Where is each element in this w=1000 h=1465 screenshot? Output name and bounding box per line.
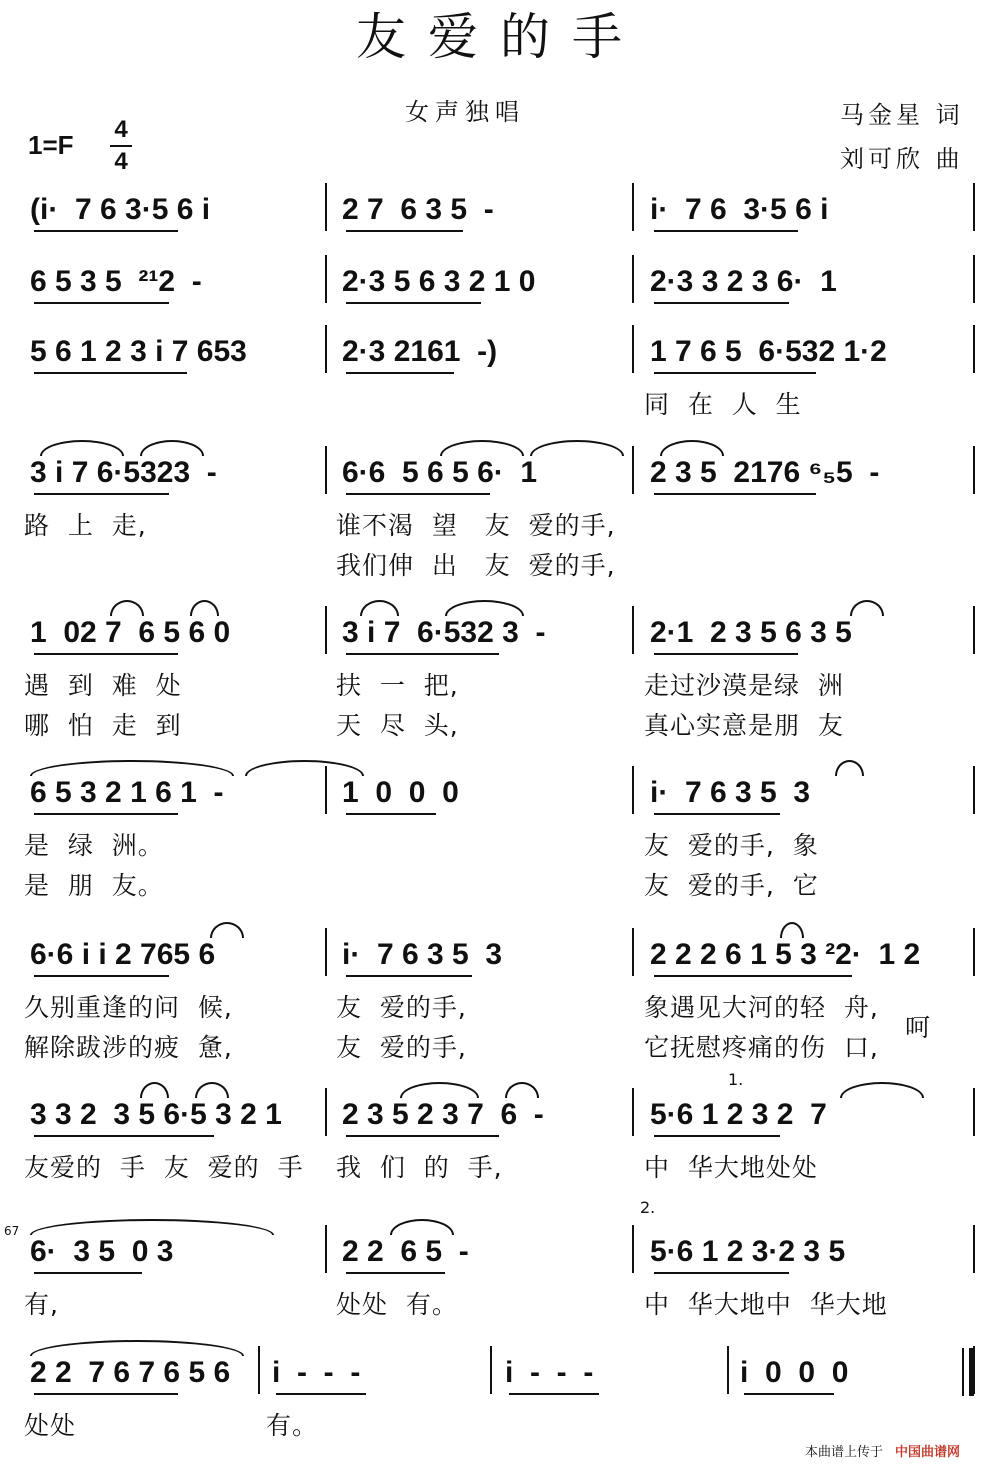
slur-arc: [360, 600, 399, 616]
measure-notes: i 0 0 0: [740, 1356, 849, 1389]
slur-arc: [505, 1082, 539, 1098]
beam-line: [744, 1393, 834, 1395]
beam-line: [346, 493, 490, 495]
measure-notes: 2 2 7 6 7 6 5 6: [30, 1356, 231, 1389]
measure-notes: i· 7 6 3·5 6 i: [650, 193, 829, 226]
measure-notes: 5·6 1 2 3 2 7: [650, 1098, 827, 1131]
bar-line: [973, 255, 975, 303]
measure-notes: 2·3 5 6 3 2 1 0: [342, 265, 536, 298]
beam-line: [34, 302, 169, 304]
measure-notes: 5·6 1 2 3·2 3 5: [650, 1235, 846, 1268]
beam-line: [34, 1393, 178, 1395]
measure-notes: 5 6 1 2 3 i 7 653: [30, 335, 247, 368]
lyric-text: 友 爱的手,: [336, 993, 467, 1022]
bar-line: [973, 1225, 975, 1273]
lyric-text: 友 爱的手,: [336, 1033, 467, 1062]
slur-arc: [110, 600, 144, 616]
measure-notes: 3 3 2 3 5 6·5 3 2 1: [30, 1098, 282, 1131]
footer-text: 本曲谱上传于: [805, 1445, 884, 1460]
bar-line: [973, 183, 975, 231]
beam-line: [346, 1272, 445, 1274]
measure-notes: 6· 3 5 0 3: [30, 1235, 174, 1268]
beam-line: [654, 372, 816, 374]
slur-arc: [30, 760, 234, 776]
beam-line: [346, 813, 436, 815]
beam-line: [346, 975, 472, 977]
measure-notes: 2·3 3 2 3 6· 1: [650, 265, 837, 298]
beam-line: [346, 302, 481, 304]
bar-line: [973, 325, 975, 373]
lyric-text: 有。: [266, 1411, 319, 1440]
beam-line: [34, 653, 178, 655]
slur-arc: [140, 1082, 169, 1098]
key-signature: 1=F: [28, 130, 74, 160]
lyric-text: 解除跋涉的疲 惫,: [24, 1033, 233, 1062]
measure-notes: 6·6 5 6 5 6· 1: [342, 456, 538, 489]
lyric-text: 有,: [24, 1290, 59, 1319]
measure-notes: 6 5 3 5 ²¹2 -: [30, 265, 202, 298]
slur-arc: [195, 1082, 229, 1098]
time-signature-rule: [110, 145, 132, 147]
measure-notes: 2 2 2 6 1 5 3 ²2· 1 2: [650, 938, 921, 971]
lyric-text: 我们伸 出 友 爱的手,: [336, 551, 616, 580]
measure-notes: 1 7 6 5 6·532 1·2: [650, 335, 887, 368]
final-bar-line: [962, 1348, 964, 1396]
bar-line: [973, 928, 975, 976]
beam-line: [654, 975, 852, 977]
final-bar-thick: [969, 1348, 974, 1396]
measure-notes: 3 i 7 6·5323 -: [30, 456, 217, 489]
bar-line: [632, 766, 634, 814]
bar-line: [325, 183, 327, 231]
lyric-text: 处处 有。: [336, 1290, 458, 1319]
beam-line: [346, 653, 499, 655]
lyric-text: 真心实意是朋 友: [644, 711, 844, 740]
bar-line: [973, 766, 975, 814]
measure-notes: 2 3 5 2176 ⁶₅5 -: [650, 456, 880, 489]
volta-first-label: 1.: [728, 1070, 744, 1089]
measure-notes: 3 i 7 6·532 3 -: [342, 616, 546, 649]
measure-notes: i - - -: [272, 1356, 361, 1389]
footer-logo: 中国曲谱网: [895, 1445, 961, 1460]
beam-line: [34, 1135, 214, 1137]
bar-line: [632, 1088, 634, 1136]
slur-arc: [400, 1082, 479, 1098]
slur-arc: [445, 600, 524, 616]
measure-notes: 1 02 7 6 5 6 0: [30, 616, 231, 649]
beam-line: [346, 372, 454, 374]
bar-line: [632, 928, 634, 976]
bar-line: [973, 606, 975, 654]
measure-notes: (i· 7 6 3·5 6 i: [30, 193, 211, 226]
slur-arc: [440, 440, 524, 456]
slur-arc: [190, 600, 219, 616]
bar-line: [973, 1088, 975, 1136]
lyric-text: 中 华大地中 华大地: [644, 1290, 888, 1319]
volta-second-label: 2.: [640, 1198, 656, 1217]
subtitle: 女声独唱: [405, 98, 525, 126]
lyric-text: 路 上 走,: [24, 511, 147, 540]
beam-line: [654, 813, 780, 815]
measure-notes: 1 0 0 0: [342, 776, 459, 809]
bar-line: [632, 1225, 634, 1273]
small-mark-67: 67: [4, 1224, 20, 1238]
slur-arc: [140, 440, 204, 456]
slur-arc: [40, 440, 124, 456]
beam-line: [509, 1393, 599, 1395]
lyric-text: 天 尽 头,: [336, 711, 459, 740]
beam-line: [276, 1393, 366, 1395]
bar-line: [325, 606, 327, 654]
lyricist-credit: 马金星 词: [840, 101, 964, 129]
slur-arc: [840, 1082, 924, 1098]
time-signature-top: 4: [114, 116, 128, 143]
lyric-text: 友 爱的手, 象: [644, 831, 819, 860]
lyric-text: 是 绿 洲。: [24, 831, 164, 860]
slur-arc: [30, 1219, 274, 1235]
bar-line: [632, 255, 634, 303]
slur-arc: [245, 760, 364, 776]
time-signature-bottom: 4: [114, 148, 128, 175]
beam-line: [34, 813, 178, 815]
measure-notes: i· 7 6 3 5 3: [342, 938, 503, 971]
bar-line: [325, 928, 327, 976]
slur-arc: [390, 1219, 454, 1235]
beam-line: [34, 230, 178, 232]
beam-line: [654, 1272, 789, 1274]
slur-arc: [835, 760, 864, 776]
measure-notes: 6·6 i i 2 765 6: [30, 938, 216, 971]
composer-credit: 刘可欣 曲: [840, 145, 964, 173]
lyric-text: 久别重逢的问 候,: [24, 993, 233, 1022]
page-title: 友爱的手: [356, 8, 644, 66]
lyric-text: 我 们 的 手,: [336, 1153, 503, 1182]
measure-notes: 2 2 6 5 -: [342, 1235, 469, 1268]
lyric-text: 中 华大地处处: [644, 1153, 818, 1182]
lyric-text: 象遇见大河的轻 舟,: [644, 993, 879, 1022]
side-lyric: 呵: [905, 1013, 932, 1042]
bar-line: [490, 1346, 492, 1394]
measure-notes: 2·1 2 3 5 6 3 5: [650, 616, 852, 649]
bar-line: [632, 446, 634, 494]
beam-line: [654, 1135, 780, 1137]
slur-arc: [850, 600, 884, 616]
lyric-text: 友 爱的手, 它: [644, 871, 819, 900]
lyric-text: 同 在 人 生: [644, 390, 802, 419]
measure-notes: i· 7 6 3 5 3: [650, 776, 811, 809]
lyric-text: 哪 怕 走 到: [24, 711, 182, 740]
bar-line: [632, 325, 634, 373]
lyric-text: 它抚慰疼痛的伤 口,: [644, 1033, 879, 1062]
measure-notes: 2·3 2161 -): [342, 335, 498, 368]
beam-line: [346, 230, 463, 232]
beam-line: [654, 653, 798, 655]
lyric-text: 是 朋 友。: [24, 871, 164, 900]
bar-line: [632, 183, 634, 231]
lyric-text: 处处: [24, 1411, 77, 1440]
beam-line: [34, 493, 169, 495]
measure-notes: 2 3 5 2 3 7 6 -: [342, 1098, 544, 1131]
beam-line: [654, 230, 798, 232]
slur-arc: [30, 1340, 244, 1356]
measure-notes: 6 5 3 2 1 6 1 -: [30, 776, 224, 809]
slur-arc: [660, 440, 724, 456]
lyric-text: 扶 一 把,: [336, 671, 459, 700]
beam-line: [346, 1135, 499, 1137]
slur-arc: [780, 922, 804, 938]
bar-line: [325, 1088, 327, 1136]
slur-arc: [210, 922, 244, 938]
bar-line: [325, 255, 327, 303]
beam-line: [654, 493, 816, 495]
slur-arc: [530, 440, 624, 456]
beam-line: [654, 302, 789, 304]
beam-line: [34, 372, 187, 374]
measure-notes: i - - -: [505, 1356, 594, 1389]
lyric-text: 友爱的 手 友 爱的 手: [24, 1153, 304, 1182]
bar-line: [973, 446, 975, 494]
bar-line: [325, 446, 327, 494]
bar-line: [632, 606, 634, 654]
bar-line: [325, 325, 327, 373]
bar-line: [325, 1225, 327, 1273]
beam-line: [34, 975, 169, 977]
lyric-text: 谁不渴 望 友 爱的手,: [336, 511, 616, 540]
measure-notes: 2 7 6 3 5 -: [342, 193, 494, 226]
bar-line: [258, 1346, 260, 1394]
beam-line: [34, 1272, 142, 1274]
bar-line: [727, 1346, 729, 1394]
lyric-text: 遇 到 难 处: [24, 671, 182, 700]
lyric-text: 走过沙漠是绿 洲: [644, 671, 844, 700]
